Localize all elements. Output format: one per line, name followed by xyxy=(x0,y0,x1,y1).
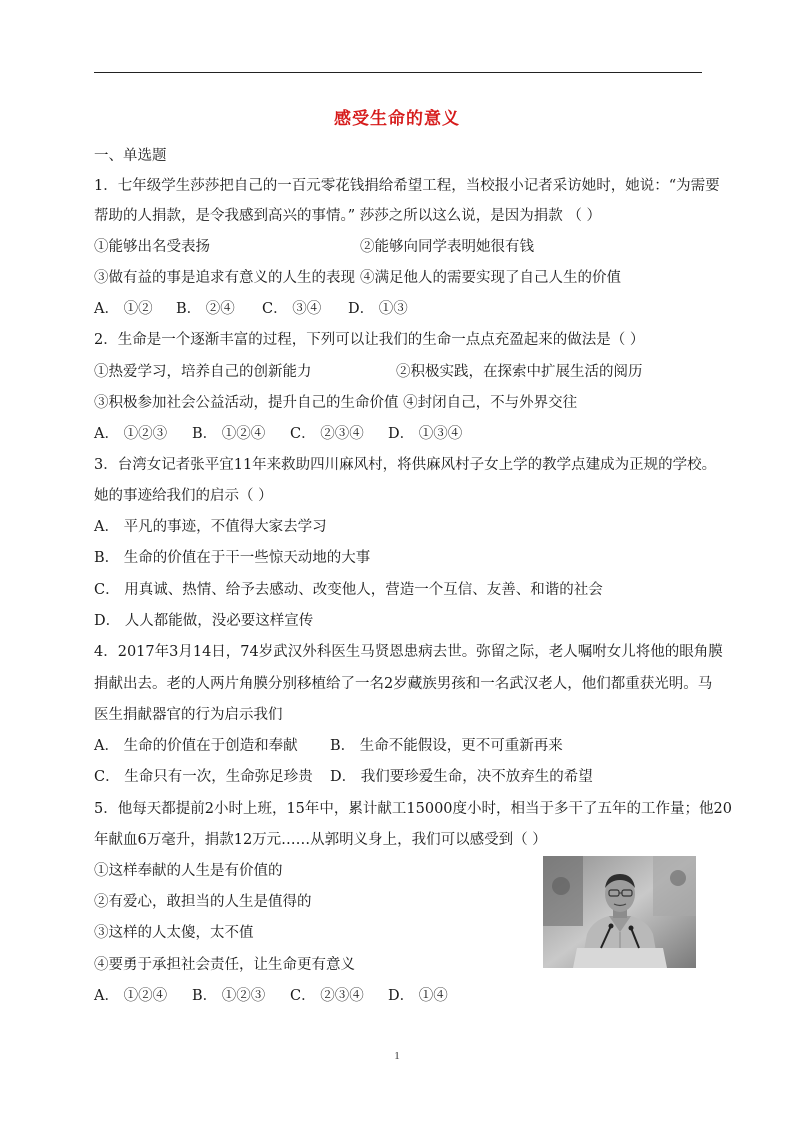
section-heading: 一、单选题 xyxy=(94,148,167,164)
q1-options xyxy=(94,299,408,319)
q5-statement-4: ④要勇于承担社会责任，让生命更有意义 xyxy=(94,957,355,973)
q2-option-d[interactable]: D． ①③④ xyxy=(388,426,463,442)
q2-statement-2: ②积极实践，在探索中扩展生活的阅历 xyxy=(396,364,643,380)
q1-statement-4: ④满足他人的需要实现了自己人生的价值 xyxy=(360,270,621,286)
q5-option-d[interactable]: D． ①④ xyxy=(388,988,448,1004)
speaker-photo-illustration xyxy=(543,856,696,968)
q5-option-a[interactable]: A． ①②④ xyxy=(94,988,168,1004)
q1-statement-3: ③做有益的事是追求有意义的人生的表现 xyxy=(94,270,355,286)
q3-option-b[interactable]: B． 生命的价值在于干一些惊天动地的大事 xyxy=(94,550,371,566)
q1-option-a[interactable]: A． ①② xyxy=(94,301,153,317)
q5-stem-line1: 5．他每天都提前2小时上班，15年中，累计献工15000度小时，相当于多干了五年的工作量；他20 xyxy=(94,801,732,817)
q5-options xyxy=(94,986,448,1006)
q5-statement-2: ②有爱心，敢担当的人生是值得的 xyxy=(94,894,312,910)
q2-stem: 2．生命是一个逐渐丰富的过程，下列可以让我们的生命一点点充盈起来的做法是（ ） xyxy=(94,332,645,348)
q5-option-b[interactable]: B． ①②③ xyxy=(192,988,266,1004)
q1-stem-line1: 1．七年级学生莎莎把自己的一百元零花钱捐给希望工程，当校报小记者采访她时，她说：“为需要 xyxy=(94,178,720,194)
q1-option-b[interactable]: B． ②④ xyxy=(176,301,235,317)
q3-option-c[interactable]: C． 用真诚、热情、给予去感动、改变他人，营造一个互信、友善、和谐的社会 xyxy=(94,582,603,598)
q3-option-d[interactable]: D． 人人都能做，没必要这样宣传 xyxy=(94,613,314,629)
header-rule xyxy=(94,72,702,73)
q4-option-d[interactable]: D． 我们要珍爱生命，决不放弃生的希望 xyxy=(330,769,593,785)
q4-stem-line1: 4．2017年3月14日，74岁武汉外科医生马贤恩患病去世。弥留之际，老人嘱咐女儿将他的眼角膜 xyxy=(94,644,723,660)
q1-statement-2: ②能够向同学表明她很有钱 xyxy=(360,239,534,255)
q2-option-a[interactable]: A． ①②③ xyxy=(94,426,168,442)
q2-option-b[interactable]: B． ①②④ xyxy=(192,426,266,442)
q5-statement-1: ①这样奉献的人生是有价值的 xyxy=(94,863,283,879)
page-number: 1 xyxy=(394,1050,400,1062)
q2-option-c[interactable]: C． ②③④ xyxy=(290,426,364,442)
q1-option-c[interactable]: C． ③④ xyxy=(262,301,322,317)
q2-options xyxy=(94,424,462,444)
q3-stem-line2: 她的事迹给我们的启示（ ） xyxy=(94,488,273,504)
q5-statement-3: ③这样的人太傻，太不值 xyxy=(94,925,254,941)
page-title: 感受生命的意义 xyxy=(334,109,460,129)
q5-stem-line2: 年献血6万毫升，捐款12万元……从郭明义身上，我们可以感受到（ ） xyxy=(94,832,547,848)
q4-option-b[interactable]: B． 生命不能假设，更不可重新再来 xyxy=(330,738,563,754)
q1-option-d[interactable]: D． ①③ xyxy=(348,301,408,317)
q1-statement-1: ①能够出名受表扬 xyxy=(94,239,210,255)
q4-stem-line3: 医生捐献器官的行为启示我们 xyxy=(94,707,283,723)
speaker-photo xyxy=(543,856,696,968)
q4-option-c[interactable]: C． 生命只有一次，生命弥足珍贵 xyxy=(94,769,313,785)
q2-statement-3-4: ③积极参加社会公益活动，提升自己的生命价值 ④封闭自己，不与外界交往 xyxy=(94,395,578,411)
q5-option-c[interactable]: C． ②③④ xyxy=(290,988,364,1004)
q1-stem-line2: 帮助的人捐款，是令我感到高兴的事情。” 莎莎之所以这么说，是因为捐款 （ ） xyxy=(94,208,601,224)
q3-option-a[interactable]: A． 平凡的事迹，不值得大家去学习 xyxy=(94,519,327,535)
q4-option-a[interactable]: A． 生命的价值在于创造和奉献 xyxy=(94,738,298,754)
q4-stem-line2: 捐献出去。老的人两片角膜分别移植给了一名2岁藏族男孩和一名武汉老人，他们都重获光明。马 xyxy=(94,676,713,692)
q3-stem-line1: 3．台湾女记者张平宜11年来救助四川麻风村，将供麻风村子女上学的教学点建成为正规的学校。 xyxy=(94,457,717,473)
q2-statement-1: ①热爱学习，培养自己的创新能力 xyxy=(94,364,312,380)
